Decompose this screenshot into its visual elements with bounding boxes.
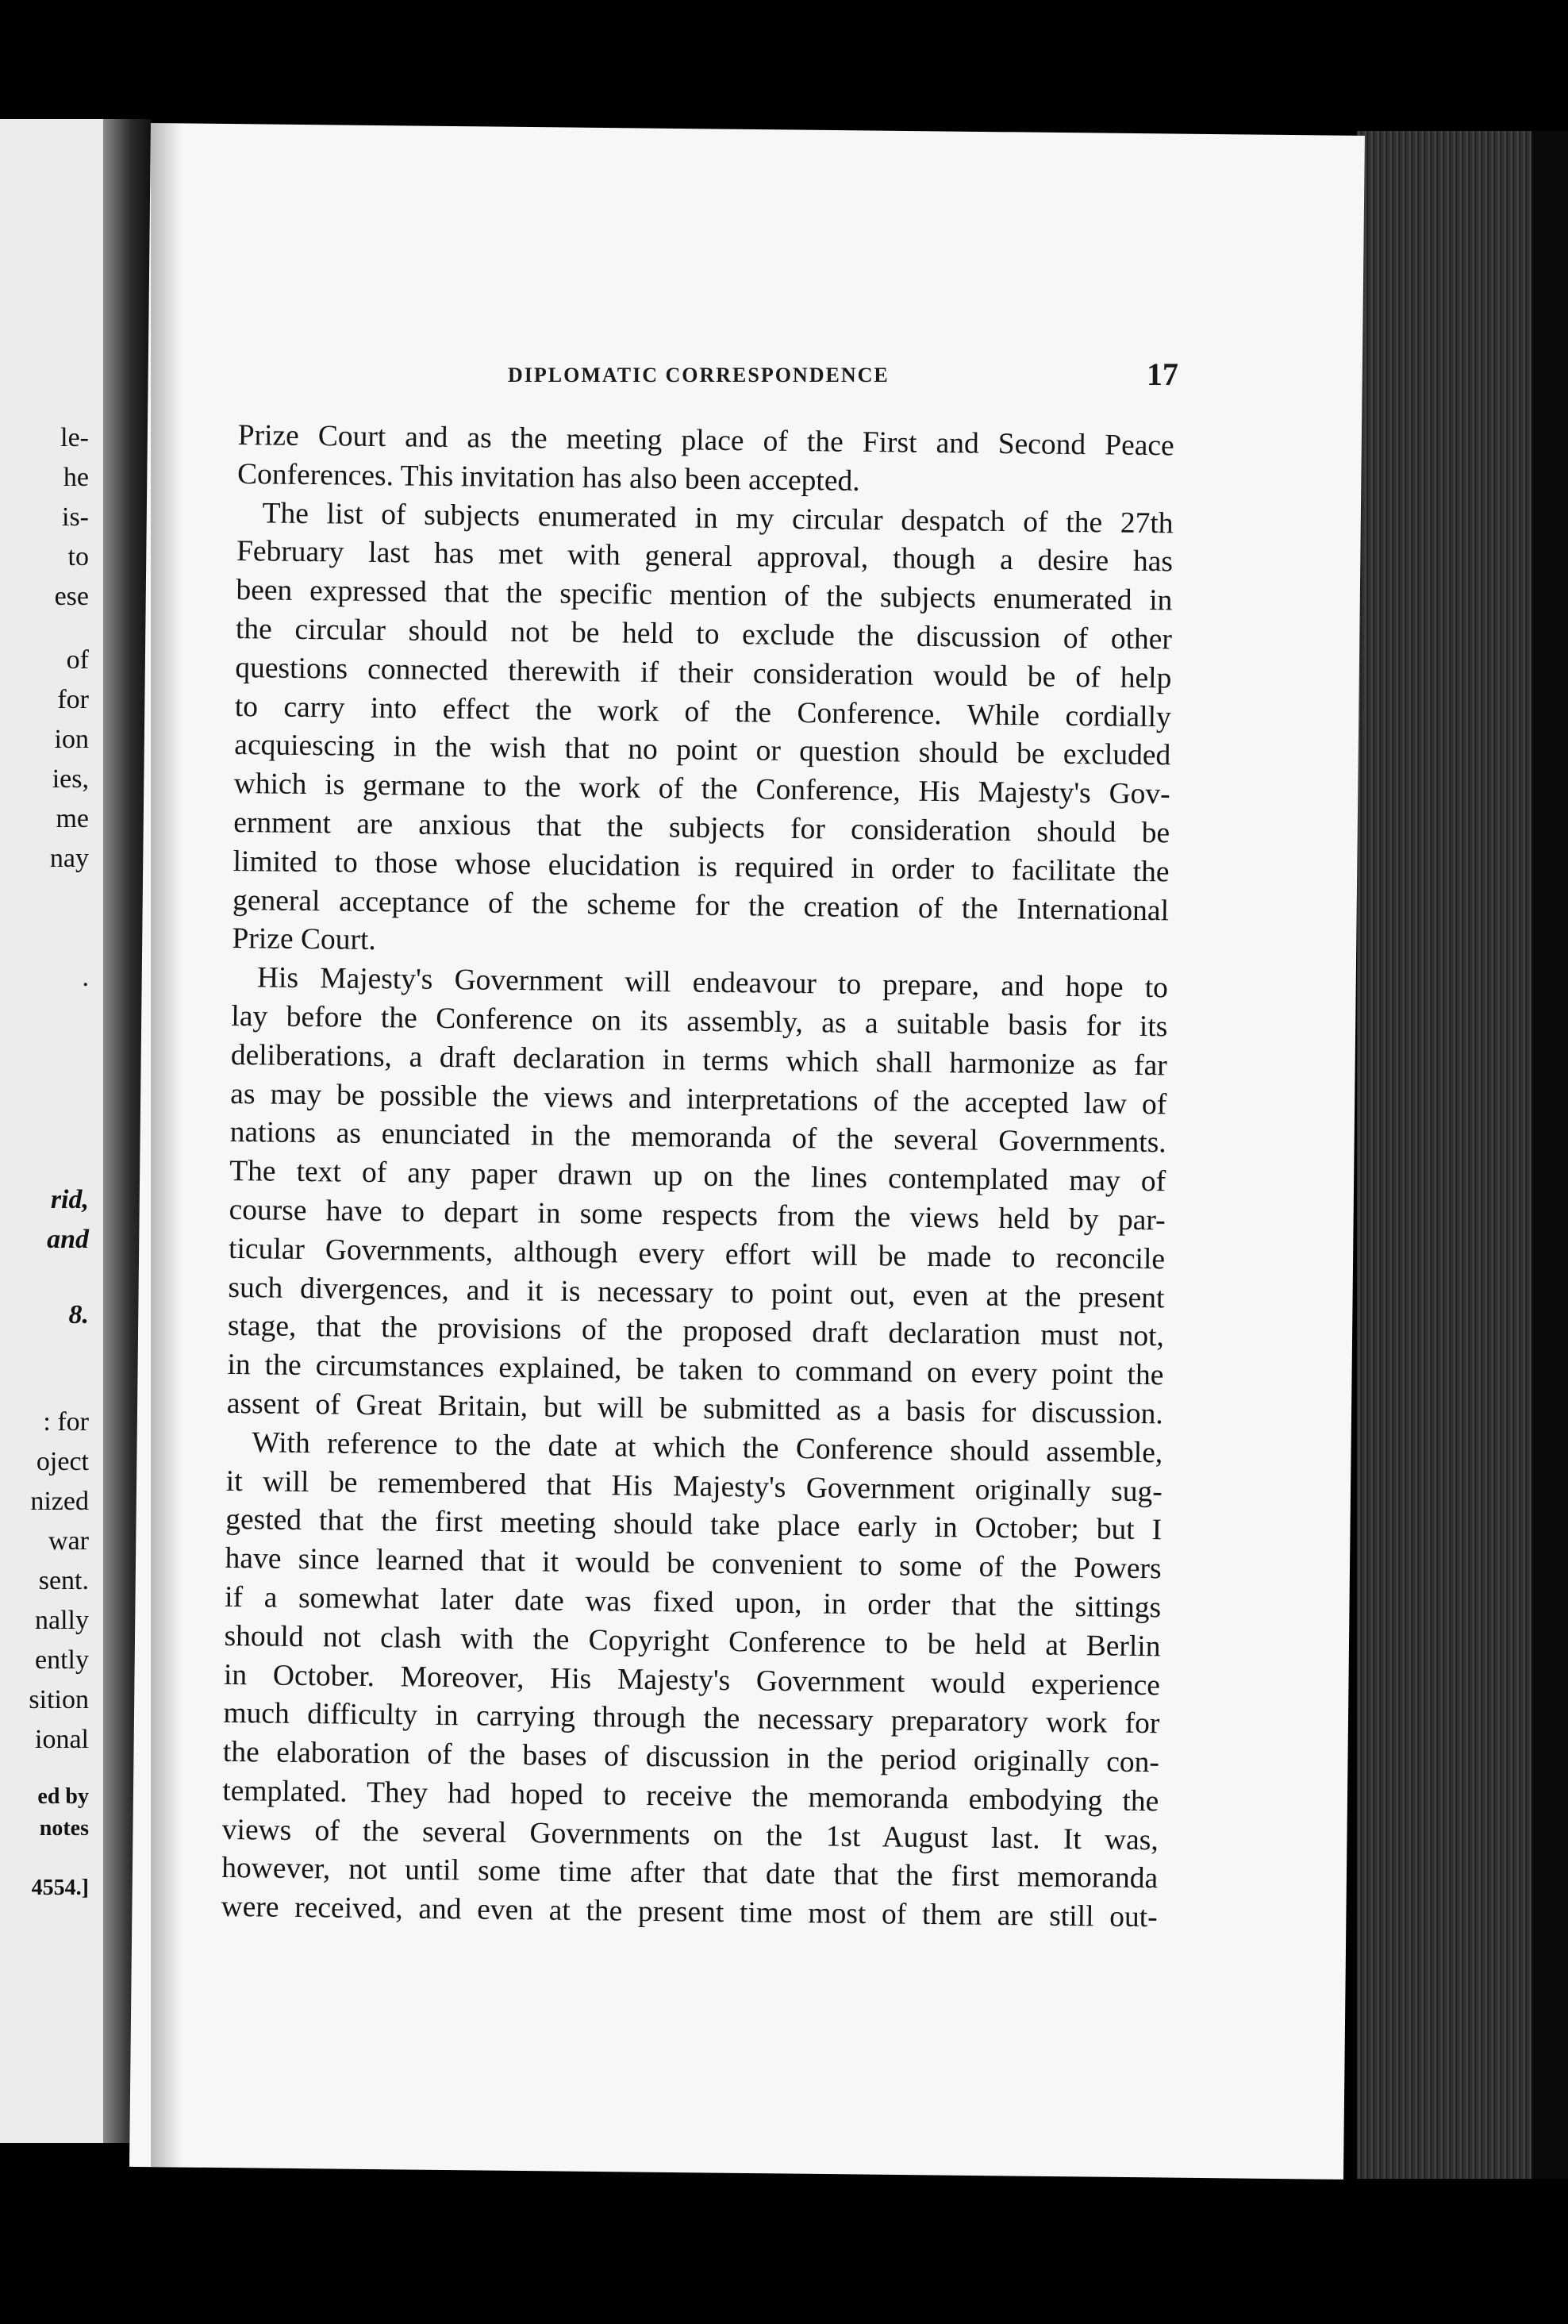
previous-page-text-fragment: sent. [38, 1566, 89, 1595]
previous-page-text-fragment: ently [35, 1645, 89, 1675]
running-head: DIPLOMATIC CORRESPONDENCE [508, 364, 890, 387]
previous-page-text-fragment: notes [39, 1816, 89, 1841]
text-line: Prize Court and as the meeting place of the First and Second Peace [237, 418, 1174, 463]
previous-page-text-fragment: le- [60, 423, 89, 452]
page-gutter-shadow [151, 123, 183, 2167]
text-line: as may be possible the views and interpretations of the accepted law of [230, 1077, 1167, 1121]
text-line: should not clash with the Copyright Conference to be held at Berlin [224, 1619, 1161, 1663]
text-line: acquiescing in the wish that no point or question should be excluded [234, 729, 1171, 772]
previous-page-text-fragment: nay [49, 844, 89, 873]
previous-page-text-fragment: ies, [52, 764, 89, 794]
text-line: His Majesty's Government will endeavour to prepare, and hope to [256, 961, 1169, 1005]
previous-page-text-fragment: ional [35, 1725, 89, 1754]
text-line: ticular Governments, although every effort will be made to reconcile [228, 1232, 1166, 1276]
text-line: The list of subjects enumerated in my circular despatch of the 27th [262, 496, 1174, 540]
text-line: have since learned that it would be convenient to some of the Powers [225, 1542, 1162, 1586]
text-line: the elaboration of the bases of discussion in the period originally con- [222, 1735, 1160, 1780]
text-line: ernment are anxious that the subjects for consideration should be [233, 806, 1170, 850]
text-line: gested that the first meeting should take place early in October; but I [225, 1503, 1163, 1547]
previous-page-text-fragment: rid, [50, 1185, 89, 1214]
text-line: it will be remembered that His Majesty's Government originally sug- [225, 1464, 1163, 1508]
text-line: in the circumstances explained, be taken to command on every point the [227, 1349, 1164, 1392]
previous-page-text-fragment: ese [54, 582, 89, 611]
text-line: assent of Great Britain, but will be submitted as a basis for discussion. [226, 1387, 1164, 1431]
text-line: in October. Moreover, His Majesty's Government would experience [223, 1658, 1161, 1702]
previous-page-text-fragment: war [48, 1526, 89, 1556]
text-line: limited to those whose elucidation is required in order to facilitate the [233, 845, 1170, 889]
body-text [221, 417, 1174, 1937]
previous-page-text-fragment: he [63, 463, 89, 492]
previous-page-text-fragment: ion [54, 725, 89, 754]
text-line: much difficulty in carrying through the necessary preparatory work for [223, 1697, 1160, 1741]
text-line: Prize Court. [232, 922, 376, 957]
previous-page-text-fragment: 4554.] [31, 1876, 89, 1900]
previous-page-text-fragment: nally [35, 1606, 89, 1635]
book-edge-shadow [1531, 131, 1568, 2179]
text-line: stage, that the provisions of the proposed draft declaration must not, [227, 1310, 1165, 1353]
text-line: Conferences. This invitation has also been accepted. [236, 457, 860, 498]
previous-page-text-fragment: of [66, 645, 89, 675]
page-number: 17 [1147, 356, 1178, 392]
text-line: been expressed that the specific mention of the subjects enumerated in [236, 574, 1173, 618]
text-line: however, not until some time after that date that the first memoranda [221, 1852, 1159, 1895]
previous-page-text-fragment: : for [43, 1407, 89, 1437]
previous-page-text-fragment: sition [29, 1685, 89, 1714]
text-line: February last has met with general approval, though a desire has [236, 535, 1174, 579]
text-line: templated. They had hoped to receive the memoranda embodying the [222, 1774, 1159, 1818]
previous-page-text-fragment: oject [36, 1447, 89, 1476]
text-line: nations as enunciated in the memoranda of the several Governments. [229, 1116, 1166, 1160]
text-line: such divergences, and it is necessary to point out, even at the present [228, 1271, 1165, 1314]
text-line: questions connected therewith if their consideration would be of help [235, 651, 1172, 695]
text-line: lay before the Conference on its assembly, as a suitable basis for its [231, 999, 1168, 1044]
previous-page-text-fragment: ed by [37, 1784, 89, 1809]
text-line: With reference to the date at which the Conference should assemble, [252, 1426, 1163, 1470]
text-line: to carry into effect the work of the Conference. While cordially [234, 690, 1172, 733]
previous-page-text-fragment: me [56, 804, 89, 833]
text-line: general acceptance of the scheme for the creation of the International [232, 883, 1170, 927]
text-line: the circular should not be held to exclude the discussion of other [235, 612, 1173, 656]
text-line: deliberations, a draft declaration in terms which shall harmonize as far [230, 1038, 1168, 1083]
previous-page-text-fragment: nized [30, 1487, 89, 1516]
previous-page-text-fragment: and [47, 1225, 89, 1254]
text-line: views of the several Governments on the 1st August last. It was, [221, 1813, 1159, 1857]
previous-page-text-fragment: for [57, 685, 89, 714]
text-line: if a somewhat later date was fixed upon, in order that the sittings [224, 1580, 1162, 1625]
previous-page-text-fragment: 8. [68, 1300, 89, 1329]
text-line: The text of any paper drawn up on the lines contemplated may of [229, 1155, 1166, 1199]
text-line: were received, and even at the present time most of them are still out- [221, 1891, 1158, 1934]
text-line: which is germane to the work of the Conference, His Majesty's Gov- [233, 768, 1170, 811]
previous-page-text-fragment: is- [62, 502, 89, 532]
previous-page-text-fragment: to [67, 542, 89, 571]
previous-page-text-fragment: . [82, 963, 89, 992]
text-line: course have to depart in some respects from the views held by par- [229, 1193, 1166, 1237]
